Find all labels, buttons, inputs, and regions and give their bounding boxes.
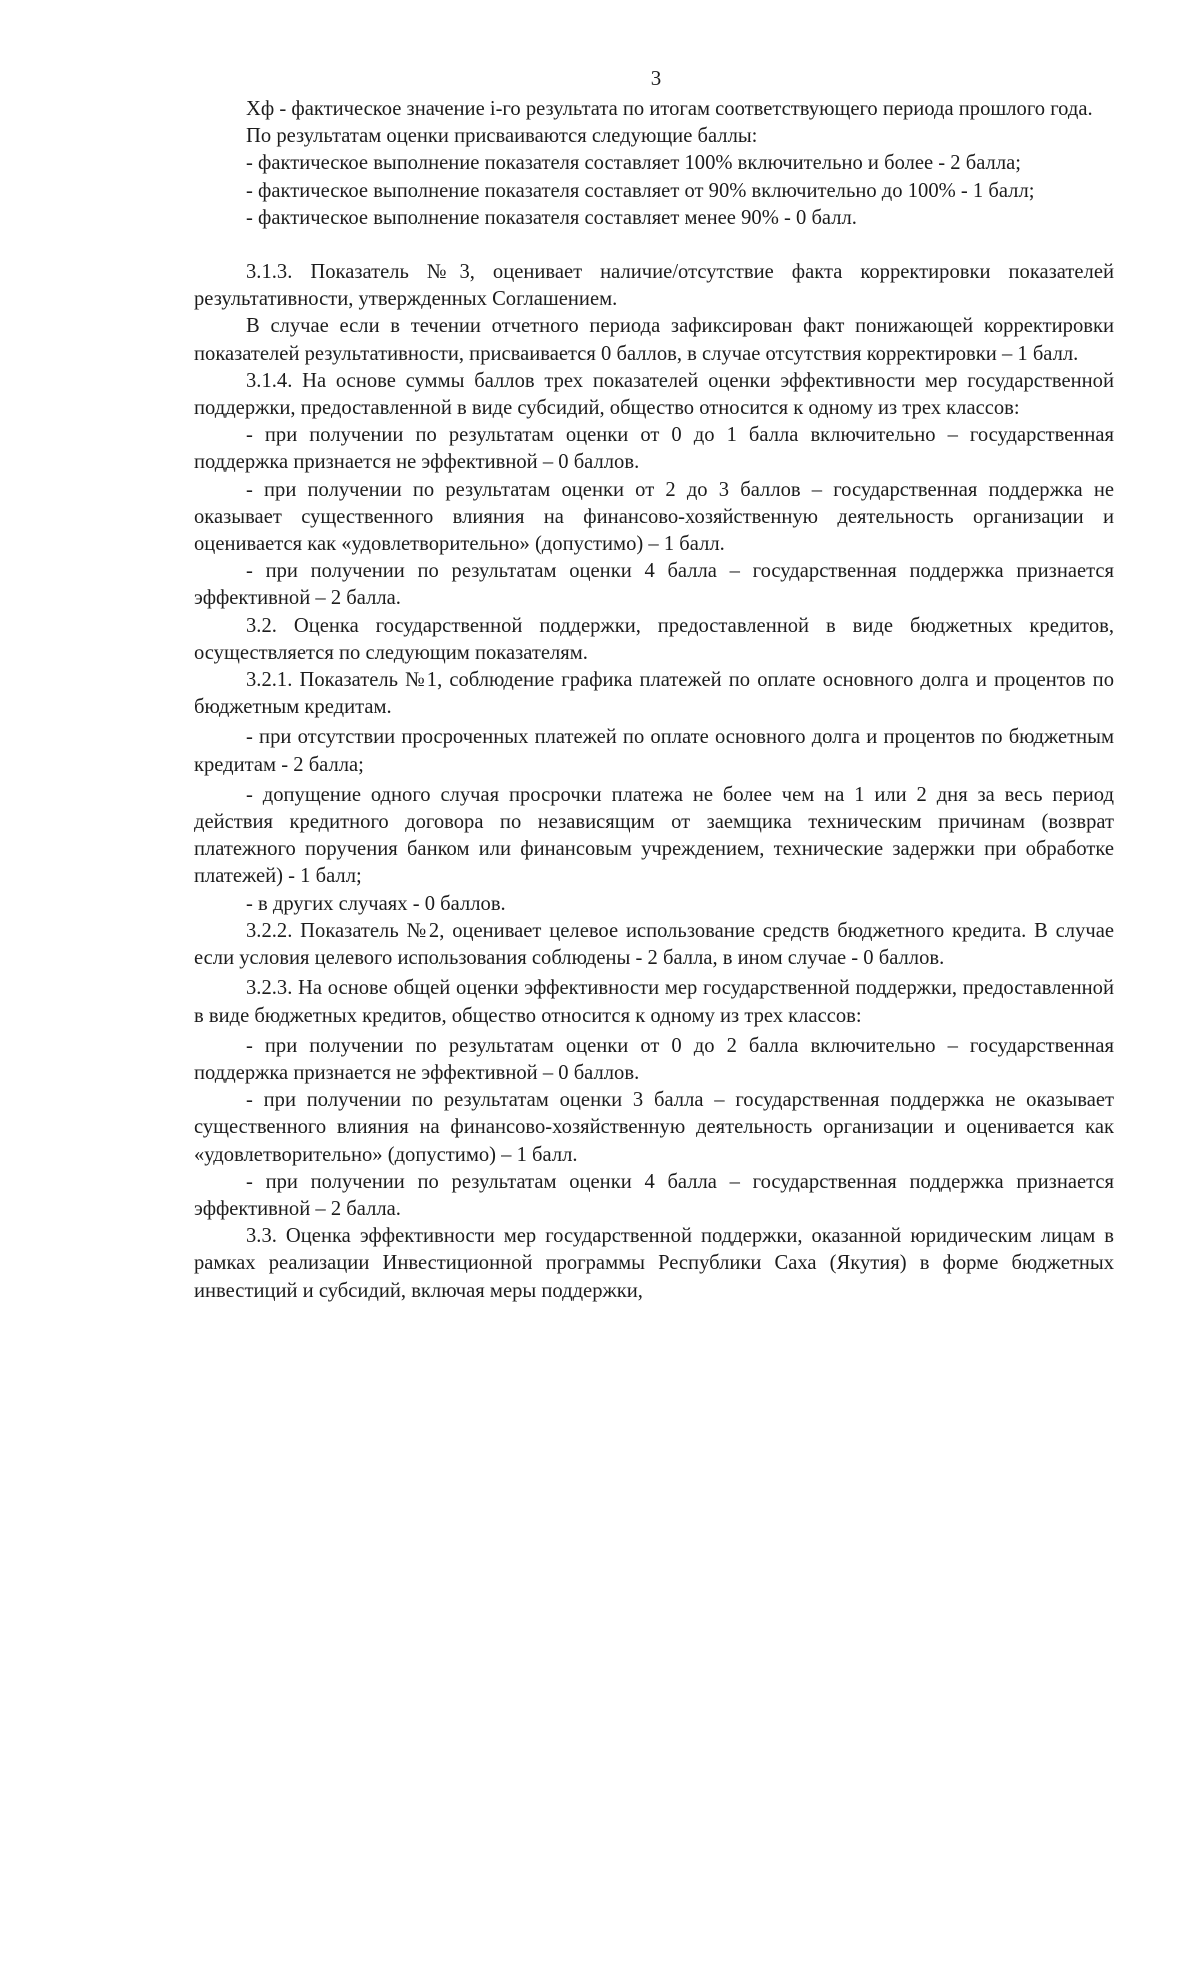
paragraph: В случае если в течении отчетного периода зафиксирован факт понижающей корректировки показателей результативности, присваивается 0 баллов, в случае отсутствия корректировки – 1 балл. [194, 315, 1114, 365]
list-item: - при получении по результатам оценки от 0 до 2 балла включительно – государственная поддержка признается не эффективной – 0 баллов. [194, 1034, 1114, 1084]
page-number: 3 [650, 66, 662, 90]
list-item: - допущение одного случая просрочки платежа не более чем на 1 или 2 дня за весь период действия кредитного договора по независящим от заемщика техническим причинам (возврат платежного поручения банком или финансовым учреждением, технические задержки при обработке платежей) - 1 балл; [194, 783, 1114, 888]
section-3-3: 3.3. Оценка эффективности мер государственной поддержки, оказанной юридическим лицам в рамках реализации Инвестиционной программы Республики Саха (Якутия) в форме бюджетных инвестиций и субсидий, включая меры поддержки, [194, 1225, 1114, 1302]
section-3-2-3: 3.2.3. На основе общей оценки эффективности мер государственной поддержки, предоставленной в виде бюджетных кредитов, общество относится к одному из трех классов: [194, 977, 1114, 1027]
section-3-2-2: 3.2.2. Показатель №2, оценивает целевое использование средств бюджетного кредита. В случае если условия целевого использования соблюдены - 2 балла, в ином случае - 0 баллов. [194, 919, 1114, 970]
list-item: - в других случаях - 0 баллов. [246, 892, 506, 915]
paragraph: По результатам оценки присваиваются следующие баллы: [246, 125, 758, 148]
section-3-2: 3.2. Оценка государственной поддержки, предоставленной в виде бюджетных кредитов, осуществляется по следующим показателям. [194, 614, 1114, 664]
section-3-2-1: 3.2.1. Показатель №1, соблюдение графика платежей по оплате основного долга и процентов по бюджетным кредитам. [194, 669, 1114, 719]
section-3-1-4: 3.1.4. На основе суммы баллов трех показателей оценки эффективности мер государственной поддержки, предоставленной в виде субсидий, общество относится к одному из трех классов: [194, 369, 1114, 420]
list-item: - при получении по результатам оценки 4 балла – государственная поддержка признается эффективной – 2 балла. [194, 560, 1114, 610]
list-item: - фактическое выполнение показателя составляет 100% включительно и более - 2 балла; [246, 152, 1021, 175]
list-item: - фактическое выполнение показателя составляет менее 90% - 0 балл. [246, 206, 857, 229]
document-body [194, 96, 1114, 1305]
list-item: - при получении по результатам оценки 4 балла – государственная поддержка признается эффективной – 2 балла. [194, 1170, 1114, 1220]
list-item: - при получении по результатам оценки от 2 до 3 баллов – государственная поддержка не оказывает существенного влияния на финансово-хозяйственную деятельность организации и оценивается как «удовлетворительно» (допустимо) – 1 балл. [194, 478, 1114, 556]
list-item: - при получении по результатам оценки 3 балла – государственная поддержка не оказывает существенного влияния на финансово-хозяйственную деятельность организации и оценивается как «удовлетворительно» (допустимо) – 1 балл. [194, 1089, 1114, 1166]
list-item: - фактическое выполнение показателя составляет от 90% включительно до 100% - 1 балл; [246, 179, 1035, 202]
list-item: - при получении по результатам оценки от 0 до 1 балла включительно – государственная поддержка признается не эффективной – 0 баллов. [194, 424, 1114, 474]
paragraph: Хф - фактическое значение i-го результата по итогам соответствующего периода прошлого года. [246, 98, 1093, 120]
list-item: - при отсутствии просроченных платежей по оплате основного долга и процентов по бюджетным кредитам - 2 балла; [194, 726, 1114, 776]
section-3-1-3: 3.1.3. Показатель №3, оценивает наличие/отсутствие факта корректировки показателей результативности, утвержденных Соглашением. [194, 261, 1114, 311]
